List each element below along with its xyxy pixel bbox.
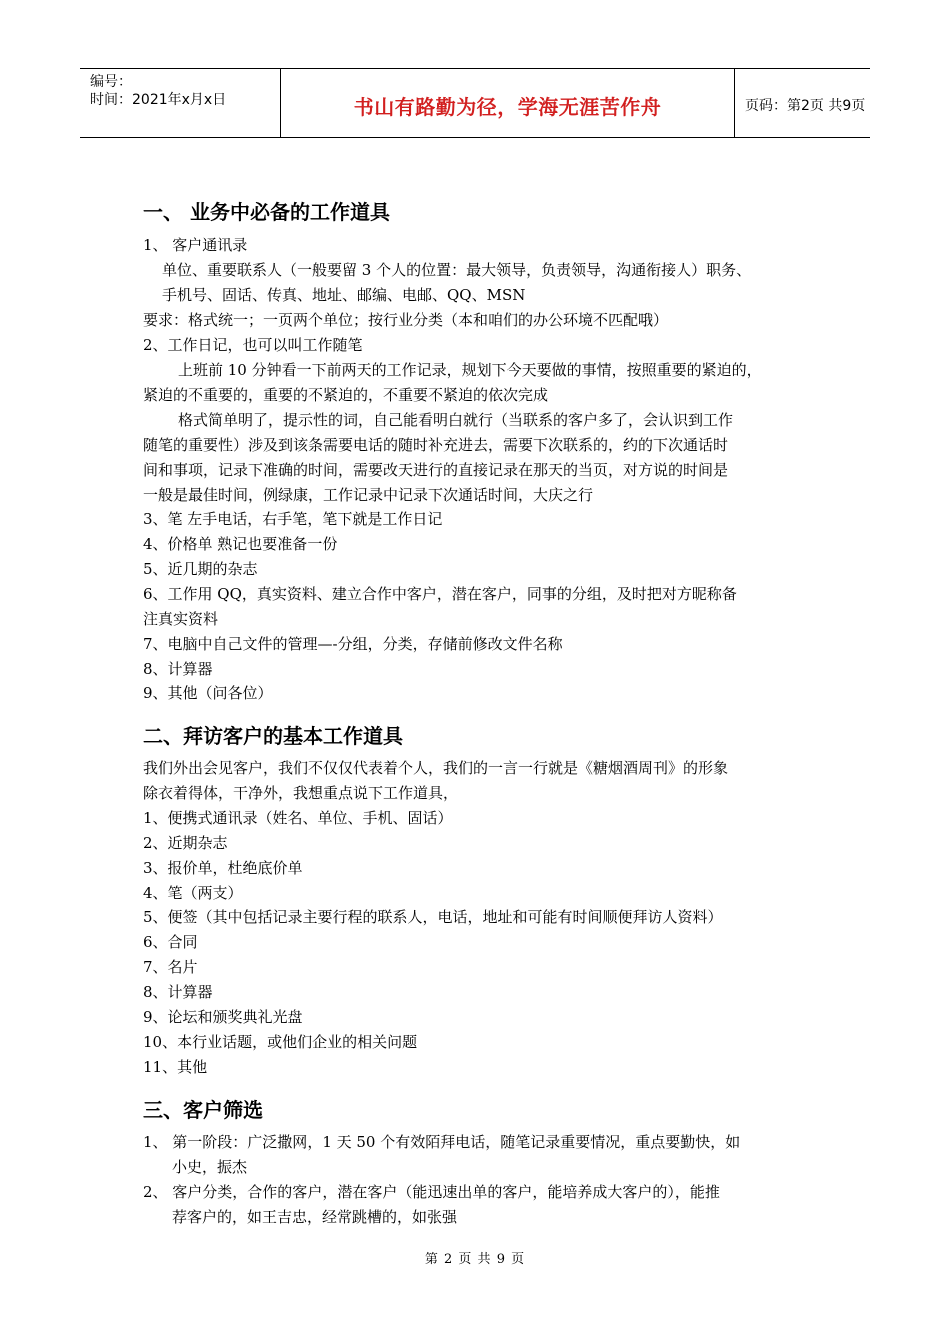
header-motto: 书山有路勤为径，学海无涯苦作舟 xyxy=(353,95,662,119)
section-1-line: 格式简单明了，提示性的词，自己能看明白就行（当联系的客户多了，会认识到工作 xyxy=(178,411,734,429)
page-footer: 第 2 页 共 9 页 xyxy=(424,1252,526,1267)
section-1-line: 5、近几期的杂志 xyxy=(143,560,258,578)
section-2-line: 6、合同 xyxy=(143,933,198,951)
section-1-line: 随笔的重要性）涉及到该条需要电话的随时补充进去，需要下次联系的，约的下次通话时 xyxy=(143,436,729,454)
section-1-line: 4、价格单 熟记也要准备一份 xyxy=(143,535,338,553)
section-1-line: 1、 客户通讯录 xyxy=(143,236,248,254)
section-1-line: 注真实资料 xyxy=(143,610,219,628)
section-2-line: 3、报价单，杜绝底价单 xyxy=(143,859,303,877)
section-2-line: 我们外出会见客户，我们不仅仅代表着个人，我们的一言一行就是《糖烟酒周刊》的形象 xyxy=(143,759,729,777)
section-1-line: 2、工作日记，也可以叫工作随笔 xyxy=(143,336,363,354)
document-date: 时间：2021年x月x日 xyxy=(90,92,227,108)
section-3-line: 2、 客户分类，合作的客户，潜在客户（能迅速出单的客户，能培养成大客户的），能推 xyxy=(143,1183,720,1201)
section-2-line: 除衣着得体，干净外，我想重点说下工作道具， xyxy=(143,784,459,802)
section-3-line: 荐客户的，如王吉忠，经常跳槽的，如张强 xyxy=(172,1208,458,1226)
section-3-title: 三、客户筛选 xyxy=(143,1098,263,1122)
section-1-line: 一般是最佳时间，例绿康，工作记录中记录下次通话时间，大庆之行 xyxy=(143,486,594,504)
header-page-cell xyxy=(735,69,870,137)
section-2-title: 二、拜访客户的基本工作道具 xyxy=(143,724,403,748)
page-header xyxy=(80,68,870,138)
section-1-line: 单位、重要联系人（一般要留 3 个人的位置：最大领导，负责领导，沟通衔接人）职务、 xyxy=(162,261,752,279)
section-2-line: 2、近期杂志 xyxy=(143,834,228,852)
section-2-line: 9、论坛和颁奖典礼光盘 xyxy=(143,1008,303,1026)
section-2-line: 5、便签（其中包括记录主要行程的联系人，电话，地址和可能有时间顺便拜访人资料） xyxy=(143,908,723,926)
header-meta-cell xyxy=(80,69,281,137)
section-1-line: 7、电脑中自己文件的管理—-分组，分类，存储前修改文件名称 xyxy=(143,635,563,653)
section-1-line: 手机号、固话、传真、地址、邮编、电邮、QQ、MSN xyxy=(162,286,526,304)
section-1-line: 紧迫的不重要的，重要的不紧迫的，不重要不紧迫的依次完成 xyxy=(143,386,549,404)
section-2-line: 4、笔（两支） xyxy=(143,884,243,902)
section-1-line: 8、计算器 xyxy=(143,660,213,678)
section-1-title: 一、 业务中必备的工作道具 xyxy=(143,200,390,224)
section-1-line: 6、工作用 QQ，真实资料、建立合作中客户，潜在客户，同事的分组，及时把对方昵称备 xyxy=(143,585,737,603)
section-1-line: 间和事项，记录下准确的时间，需要改天进行的直接记录在那天的当页，对方说的时间是 xyxy=(143,461,729,479)
header-motto-cell xyxy=(281,69,735,137)
header-page-info: 页码：第2页 共9页 xyxy=(745,98,866,114)
section-3-line: 1、 第一阶段：广泛撒网，1 天 50 个有效陌拜电话，随笔记录重要情况，重点要勤快，如 xyxy=(143,1133,741,1151)
section-2-line: 1、便携式通讯录（姓名、单位、手机、固话） xyxy=(143,809,453,827)
section-3-line: 小史，振杰 xyxy=(172,1158,248,1176)
document-number-label: 编号： xyxy=(90,74,132,90)
section-2-line: 8、计算器 xyxy=(143,983,213,1001)
section-1-line: 9、其他（问各位） xyxy=(143,684,273,702)
section-2-line: 11、其他 xyxy=(143,1058,208,1076)
section-1-line: 上班前 10 分钟看一下前两天的工作记录，规划下今天要做的事情，按照重要的紧迫的， xyxy=(178,361,762,379)
section-2-line: 7、名片 xyxy=(143,958,198,976)
section-1-line: 3、笔 左手电话，右手笔，笔下就是工作日记 xyxy=(143,510,443,528)
section-1-line: 要求：格式统一；一页两个单位；按行业分类（本和咱们的办公环境不匹配哦） xyxy=(143,311,669,329)
section-2-line: 10、本行业话题，或他们企业的相关问题 xyxy=(143,1033,418,1051)
